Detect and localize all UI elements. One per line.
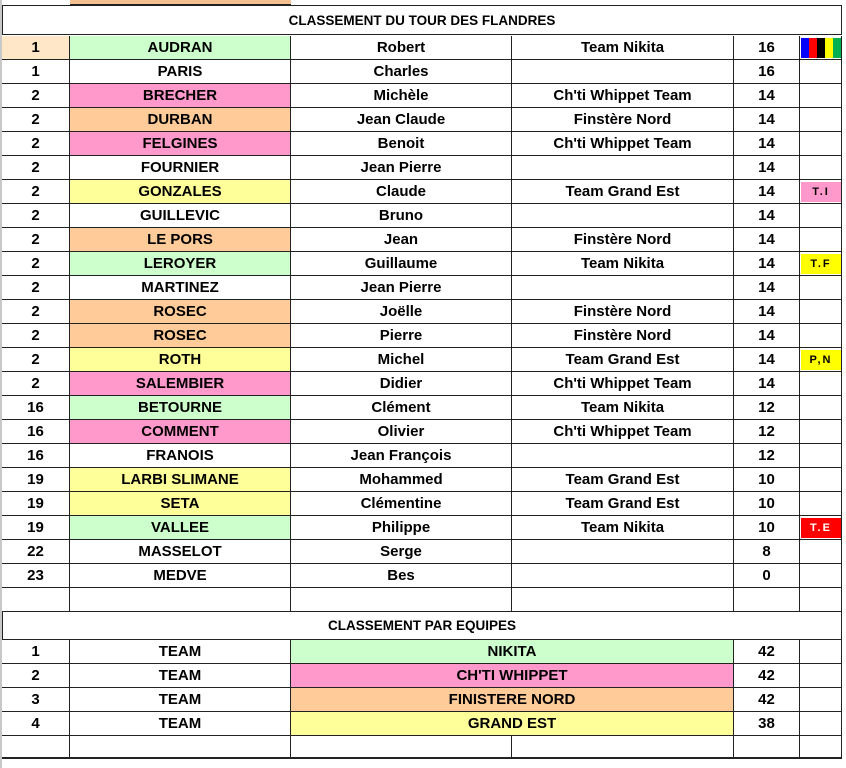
rider-row: [0, 396, 846, 420]
rider-firstname-cell[interactable]: Mohammed: [291, 468, 512, 492]
rider-badge-cell[interactable]: [800, 324, 842, 348]
rider-name-cell[interactable]: FOURNIER: [70, 156, 291, 180]
rider-firstname-cell[interactable]: Jean François: [291, 444, 512, 468]
rider-points-cell[interactable]: 10: [734, 468, 800, 492]
rider-firstname-cell[interactable]: Michel: [291, 348, 512, 372]
rider-badge-cell[interactable]: [800, 540, 842, 564]
empty-cell[interactable]: [800, 736, 842, 758]
rider-row: [0, 204, 846, 228]
rider-team-cell[interactable]: Finstère Nord: [512, 300, 734, 324]
rider-team-cell[interactable]: Team Nikita: [512, 252, 734, 276]
rider-team-cell[interactable]: Team Nikita: [512, 36, 734, 60]
team-row: [0, 688, 846, 712]
rider-name-cell[interactable]: FRANOIS: [70, 444, 291, 468]
rider-team-cell[interactable]: [512, 60, 734, 84]
team-points-cell[interactable]: 42: [734, 640, 800, 664]
rider-badge-cell[interactable]: [800, 276, 842, 300]
empty-cell[interactable]: [2, 588, 70, 612]
team-name-cell[interactable]: CH'TI WHIPPET: [291, 664, 734, 688]
rider-badge-cell[interactable]: [800, 252, 842, 276]
rider-rank-cell[interactable]: 22: [2, 540, 70, 564]
rider-badge: T.F: [801, 254, 841, 274]
rider-points-cell[interactable]: 14: [734, 372, 800, 396]
rider-name-cell[interactable]: SALEMBIER: [70, 372, 291, 396]
rider-points-cell[interactable]: 14: [734, 204, 800, 228]
rider-badge-cell[interactable]: [800, 468, 842, 492]
rider-team-cell[interactable]: Finstère Nord: [512, 108, 734, 132]
rider-name-cell[interactable]: ROSEC: [70, 300, 291, 324]
rider-row: [0, 156, 846, 180]
rider-badge-cell[interactable]: [800, 228, 842, 252]
rider-row: [0, 300, 846, 324]
rider-row: [0, 516, 846, 540]
rider-name-cell[interactable]: ROSEC: [70, 324, 291, 348]
rider-team-cell[interactable]: [512, 540, 734, 564]
rider-firstname-cell[interactable]: Jean Pierre: [291, 156, 512, 180]
team-extra-cell[interactable]: [800, 688, 842, 712]
rider-team-cell[interactable]: Team Nikita: [512, 396, 734, 420]
rider-row: [0, 564, 846, 588]
rider-team-cell[interactable]: [512, 204, 734, 228]
rider-badge: T.I: [801, 182, 841, 202]
team-label-cell[interactable]: TEAM: [70, 664, 291, 688]
rider-points-cell[interactable]: 10: [734, 492, 800, 516]
rider-points-cell[interactable]: 16: [734, 60, 800, 84]
empty-cell[interactable]: [800, 588, 842, 612]
rider-badge-cell[interactable]: [800, 516, 842, 540]
rider-firstname-cell[interactable]: Serge: [291, 540, 512, 564]
team-rank-cell[interactable]: 3: [2, 688, 70, 712]
empty-cell[interactable]: [512, 588, 734, 612]
rider-badge-cell[interactable]: [800, 204, 842, 228]
rider-points-cell[interactable]: 10: [734, 516, 800, 540]
rider-row: [0, 84, 846, 108]
rider-points-cell[interactable]: 14: [734, 132, 800, 156]
rider-row: [0, 348, 846, 372]
team-row: [0, 640, 846, 664]
team-extra-cell[interactable]: [800, 664, 842, 688]
rider-badge: T.E: [801, 518, 841, 538]
rider-row: [0, 540, 846, 564]
rider-name-cell[interactable]: SETA: [70, 492, 291, 516]
color-stripe: [817, 38, 825, 58]
team-label-cell[interactable]: TEAM: [70, 640, 291, 664]
rider-points-cell[interactable]: 0: [734, 564, 800, 588]
rider-name-cell[interactable]: BETOURNE: [70, 396, 291, 420]
rider-points-cell[interactable]: 14: [734, 108, 800, 132]
rider-badge-cell[interactable]: [800, 300, 842, 324]
team-extra-cell[interactable]: [800, 712, 842, 736]
rider-points-cell[interactable]: 14: [734, 228, 800, 252]
rider-name-cell[interactable]: DURBAN: [70, 108, 291, 132]
rider-team-cell[interactable]: Team Nikita: [512, 516, 734, 540]
team-name-cell[interactable]: NIKITA: [291, 640, 734, 664]
color-stripe: [833, 38, 841, 58]
rider-rank-cell[interactable]: 1: [2, 60, 70, 84]
rider-firstname-cell[interactable]: Clément: [291, 396, 512, 420]
rider-points-cell[interactable]: 14: [734, 156, 800, 180]
rider-row: [0, 372, 846, 396]
rider-firstname-cell[interactable]: Joëlle: [291, 300, 512, 324]
rider-firstname-cell[interactable]: Philippe: [291, 516, 512, 540]
rider-name-cell[interactable]: MARTINEZ: [70, 276, 291, 300]
empty-cell[interactable]: [291, 588, 512, 612]
rider-points-cell[interactable]: 12: [734, 420, 800, 444]
rider-badge-cell[interactable]: [800, 372, 842, 396]
rider-points-cell[interactable]: 14: [734, 324, 800, 348]
rider-team-cell[interactable]: Ch'ti Whippet Team: [512, 132, 734, 156]
rider-firstname-cell[interactable]: Claude: [291, 180, 512, 204]
rider-firstname-cell[interactable]: Jean: [291, 228, 512, 252]
empty-cell[interactable]: [512, 736, 734, 758]
empty-cell[interactable]: [734, 588, 800, 612]
team-name-cell[interactable]: GRAND EST: [291, 712, 734, 736]
rider-name-cell[interactable]: LARBI SLIMANE: [70, 468, 291, 492]
rider-team-cell[interactable]: Ch'ti Whippet Team: [512, 420, 734, 444]
rider-rank-cell[interactable]: 2: [2, 252, 70, 276]
rider-points-cell[interactable]: 14: [734, 180, 800, 204]
rider-rank-cell[interactable]: 19: [2, 516, 70, 540]
rider-firstname-cell[interactable]: Pierre: [291, 324, 512, 348]
team-row: [0, 712, 846, 736]
rider-rank-cell[interactable]: 2: [2, 204, 70, 228]
rider-row: [0, 228, 846, 252]
rider-team-cell[interactable]: Ch'ti Whippet Team: [512, 372, 734, 396]
rider-badge-cell[interactable]: [800, 60, 842, 84]
rider-points-cell[interactable]: 14: [734, 84, 800, 108]
rider-firstname-cell[interactable]: Bes: [291, 564, 512, 588]
rider-points-cell[interactable]: 14: [734, 300, 800, 324]
rider-rank-cell[interactable]: 2: [2, 228, 70, 252]
rider-team-cell[interactable]: [512, 444, 734, 468]
rider-name-cell[interactable]: GONZALES: [70, 180, 291, 204]
rider-row: [0, 492, 846, 516]
rider-points-cell[interactable]: 14: [734, 276, 800, 300]
rider-points-cell[interactable]: 12: [734, 396, 800, 420]
rider-badge-cell[interactable]: [800, 396, 842, 420]
rider-name-cell[interactable]: FELGINES: [70, 132, 291, 156]
rider-row: [0, 36, 846, 60]
rider-team-cell[interactable]: [512, 156, 734, 180]
rider-row: [0, 60, 846, 84]
rider-rank-cell[interactable]: 16: [2, 396, 70, 420]
rider-name-cell[interactable]: MASSELOT: [70, 540, 291, 564]
empty-row: [0, 736, 846, 758]
empty-row: [0, 588, 846, 612]
ranking-title: CLASSEMENT DU TOUR DES FLANDRES: [2, 5, 842, 35]
rider-rank-cell[interactable]: 2: [2, 132, 70, 156]
rider-badge-cell[interactable]: [800, 180, 842, 204]
team-label-cell[interactable]: TEAM: [70, 688, 291, 712]
team-name-cell[interactable]: FINISTERE NORD: [291, 688, 734, 712]
team-rank-cell[interactable]: 2: [2, 664, 70, 688]
rider-team-cell[interactable]: Team Grand Est: [512, 180, 734, 204]
rider-badge-cell[interactable]: [800, 36, 842, 60]
rider-firstname-cell[interactable]: Didier: [291, 372, 512, 396]
rider-rank-cell[interactable]: 16: [2, 444, 70, 468]
rider-rank-cell[interactable]: 19: [2, 492, 70, 516]
rider-row: [0, 252, 846, 276]
rider-row: [0, 132, 846, 156]
rider-name-cell[interactable]: VALLEE: [70, 516, 291, 540]
rider-firstname-cell[interactable]: Michèle: [291, 84, 512, 108]
rider-row: [0, 420, 846, 444]
rider-firstname-cell[interactable]: Guillaume: [291, 252, 512, 276]
rider-points-cell[interactable]: 14: [734, 348, 800, 372]
rider-badge-cell[interactable]: [800, 348, 842, 372]
rider-rank-cell[interactable]: 19: [2, 468, 70, 492]
rider-firstname-cell[interactable]: Charles: [291, 60, 512, 84]
rider-name-cell[interactable]: COMMENT: [70, 420, 291, 444]
rider-rank-cell[interactable]: 2: [2, 324, 70, 348]
rider-badge: P,N: [801, 350, 841, 370]
empty-cell[interactable]: [734, 736, 800, 758]
rider-badge-cell[interactable]: [800, 564, 842, 588]
rider-firstname-cell[interactable]: Robert: [291, 36, 512, 60]
rider-rank-cell[interactable]: 2: [2, 108, 70, 132]
rider-row: [0, 468, 846, 492]
color-stripe: [801, 38, 809, 58]
rider-rank-cell[interactable]: 23: [2, 564, 70, 588]
team-points-cell[interactable]: 42: [734, 688, 800, 712]
rider-rank-cell[interactable]: 2: [2, 84, 70, 108]
rider-firstname-cell[interactable]: Benoit: [291, 132, 512, 156]
rider-row: [0, 276, 846, 300]
rider-firstname-cell[interactable]: Jean Pierre: [291, 276, 512, 300]
team-ranking-title: CLASSEMENT PAR EQUIPES: [2, 612, 842, 640]
rider-name-cell[interactable]: GUILLEVIC: [70, 204, 291, 228]
rider-row: [0, 180, 846, 204]
rider-team-cell[interactable]: Finstère Nord: [512, 228, 734, 252]
rider-points-cell[interactable]: 8: [734, 540, 800, 564]
rider-team-cell[interactable]: Team Grand Est: [512, 492, 734, 516]
rider-rank-cell[interactable]: 16: [2, 420, 70, 444]
rider-name-cell[interactable]: AUDRAN: [70, 36, 291, 60]
color-stripe: [825, 38, 833, 58]
rider-team-cell[interactable]: Ch'ti Whippet Team: [512, 84, 734, 108]
empty-cell[interactable]: [70, 736, 291, 758]
empty-cell[interactable]: [70, 588, 291, 612]
rider-team-cell[interactable]: [512, 564, 734, 588]
team-extra-cell[interactable]: [800, 640, 842, 664]
rider-badge-cell[interactable]: [800, 420, 842, 444]
rider-rank-cell[interactable]: 1: [2, 36, 70, 60]
rider-badge-cell[interactable]: [800, 444, 842, 468]
rider-firstname-cell[interactable]: Jean Claude: [291, 108, 512, 132]
rider-badge-cell[interactable]: [800, 156, 842, 180]
rider-rank-cell[interactable]: 2: [2, 276, 70, 300]
color-stripe: [809, 38, 817, 58]
team-rank-cell[interactable]: 4: [2, 712, 70, 736]
sheet-bottom-border: [2, 758, 842, 759]
rider-team-cell[interactable]: [512, 276, 734, 300]
rider-rank-cell[interactable]: 2: [2, 372, 70, 396]
rider-rank-cell[interactable]: 2: [2, 156, 70, 180]
rider-points-cell[interactable]: 14: [734, 252, 800, 276]
rider-name-cell[interactable]: ROTH: [70, 348, 291, 372]
rider-name-cell[interactable]: PARIS: [70, 60, 291, 84]
rider-points-cell[interactable]: 12: [734, 444, 800, 468]
rider-team-cell[interactable]: Team Grand Est: [512, 348, 734, 372]
rider-badge-cell[interactable]: [800, 84, 842, 108]
rider-row: [0, 108, 846, 132]
rider-firstname-cell[interactable]: Clémentine: [291, 492, 512, 516]
rider-firstname-cell[interactable]: Bruno: [291, 204, 512, 228]
rider-name-cell[interactable]: LEROYER: [70, 252, 291, 276]
team-points-cell[interactable]: 38: [734, 712, 800, 736]
rider-points-cell[interactable]: 16: [734, 36, 800, 60]
team-rank-cell[interactable]: 1: [2, 640, 70, 664]
empty-cell[interactable]: [2, 736, 70, 758]
rider-row: [0, 444, 846, 468]
rider-team-cell[interactable]: Team Grand Est: [512, 468, 734, 492]
rider-firstname-cell[interactable]: Olivier: [291, 420, 512, 444]
rider-name-cell[interactable]: LE PORS: [70, 228, 291, 252]
rider-rank-cell[interactable]: 2: [2, 180, 70, 204]
rider-badge-cell[interactable]: [800, 108, 842, 132]
team-label-cell[interactable]: TEAM: [70, 712, 291, 736]
rider-name-cell[interactable]: MEDVE: [70, 564, 291, 588]
empty-cell[interactable]: [291, 736, 512, 758]
rider-row: [0, 324, 846, 348]
rider-badge-cell[interactable]: [800, 132, 842, 156]
rider-badge-cell[interactable]: [800, 492, 842, 516]
team-row: [0, 664, 846, 688]
rider-team-cell[interactable]: Finstère Nord: [512, 324, 734, 348]
rider-name-cell[interactable]: BRECHER: [70, 84, 291, 108]
rider-rank-cell[interactable]: 2: [2, 300, 70, 324]
rider-rank-cell[interactable]: 2: [2, 348, 70, 372]
team-points-cell[interactable]: 42: [734, 664, 800, 688]
